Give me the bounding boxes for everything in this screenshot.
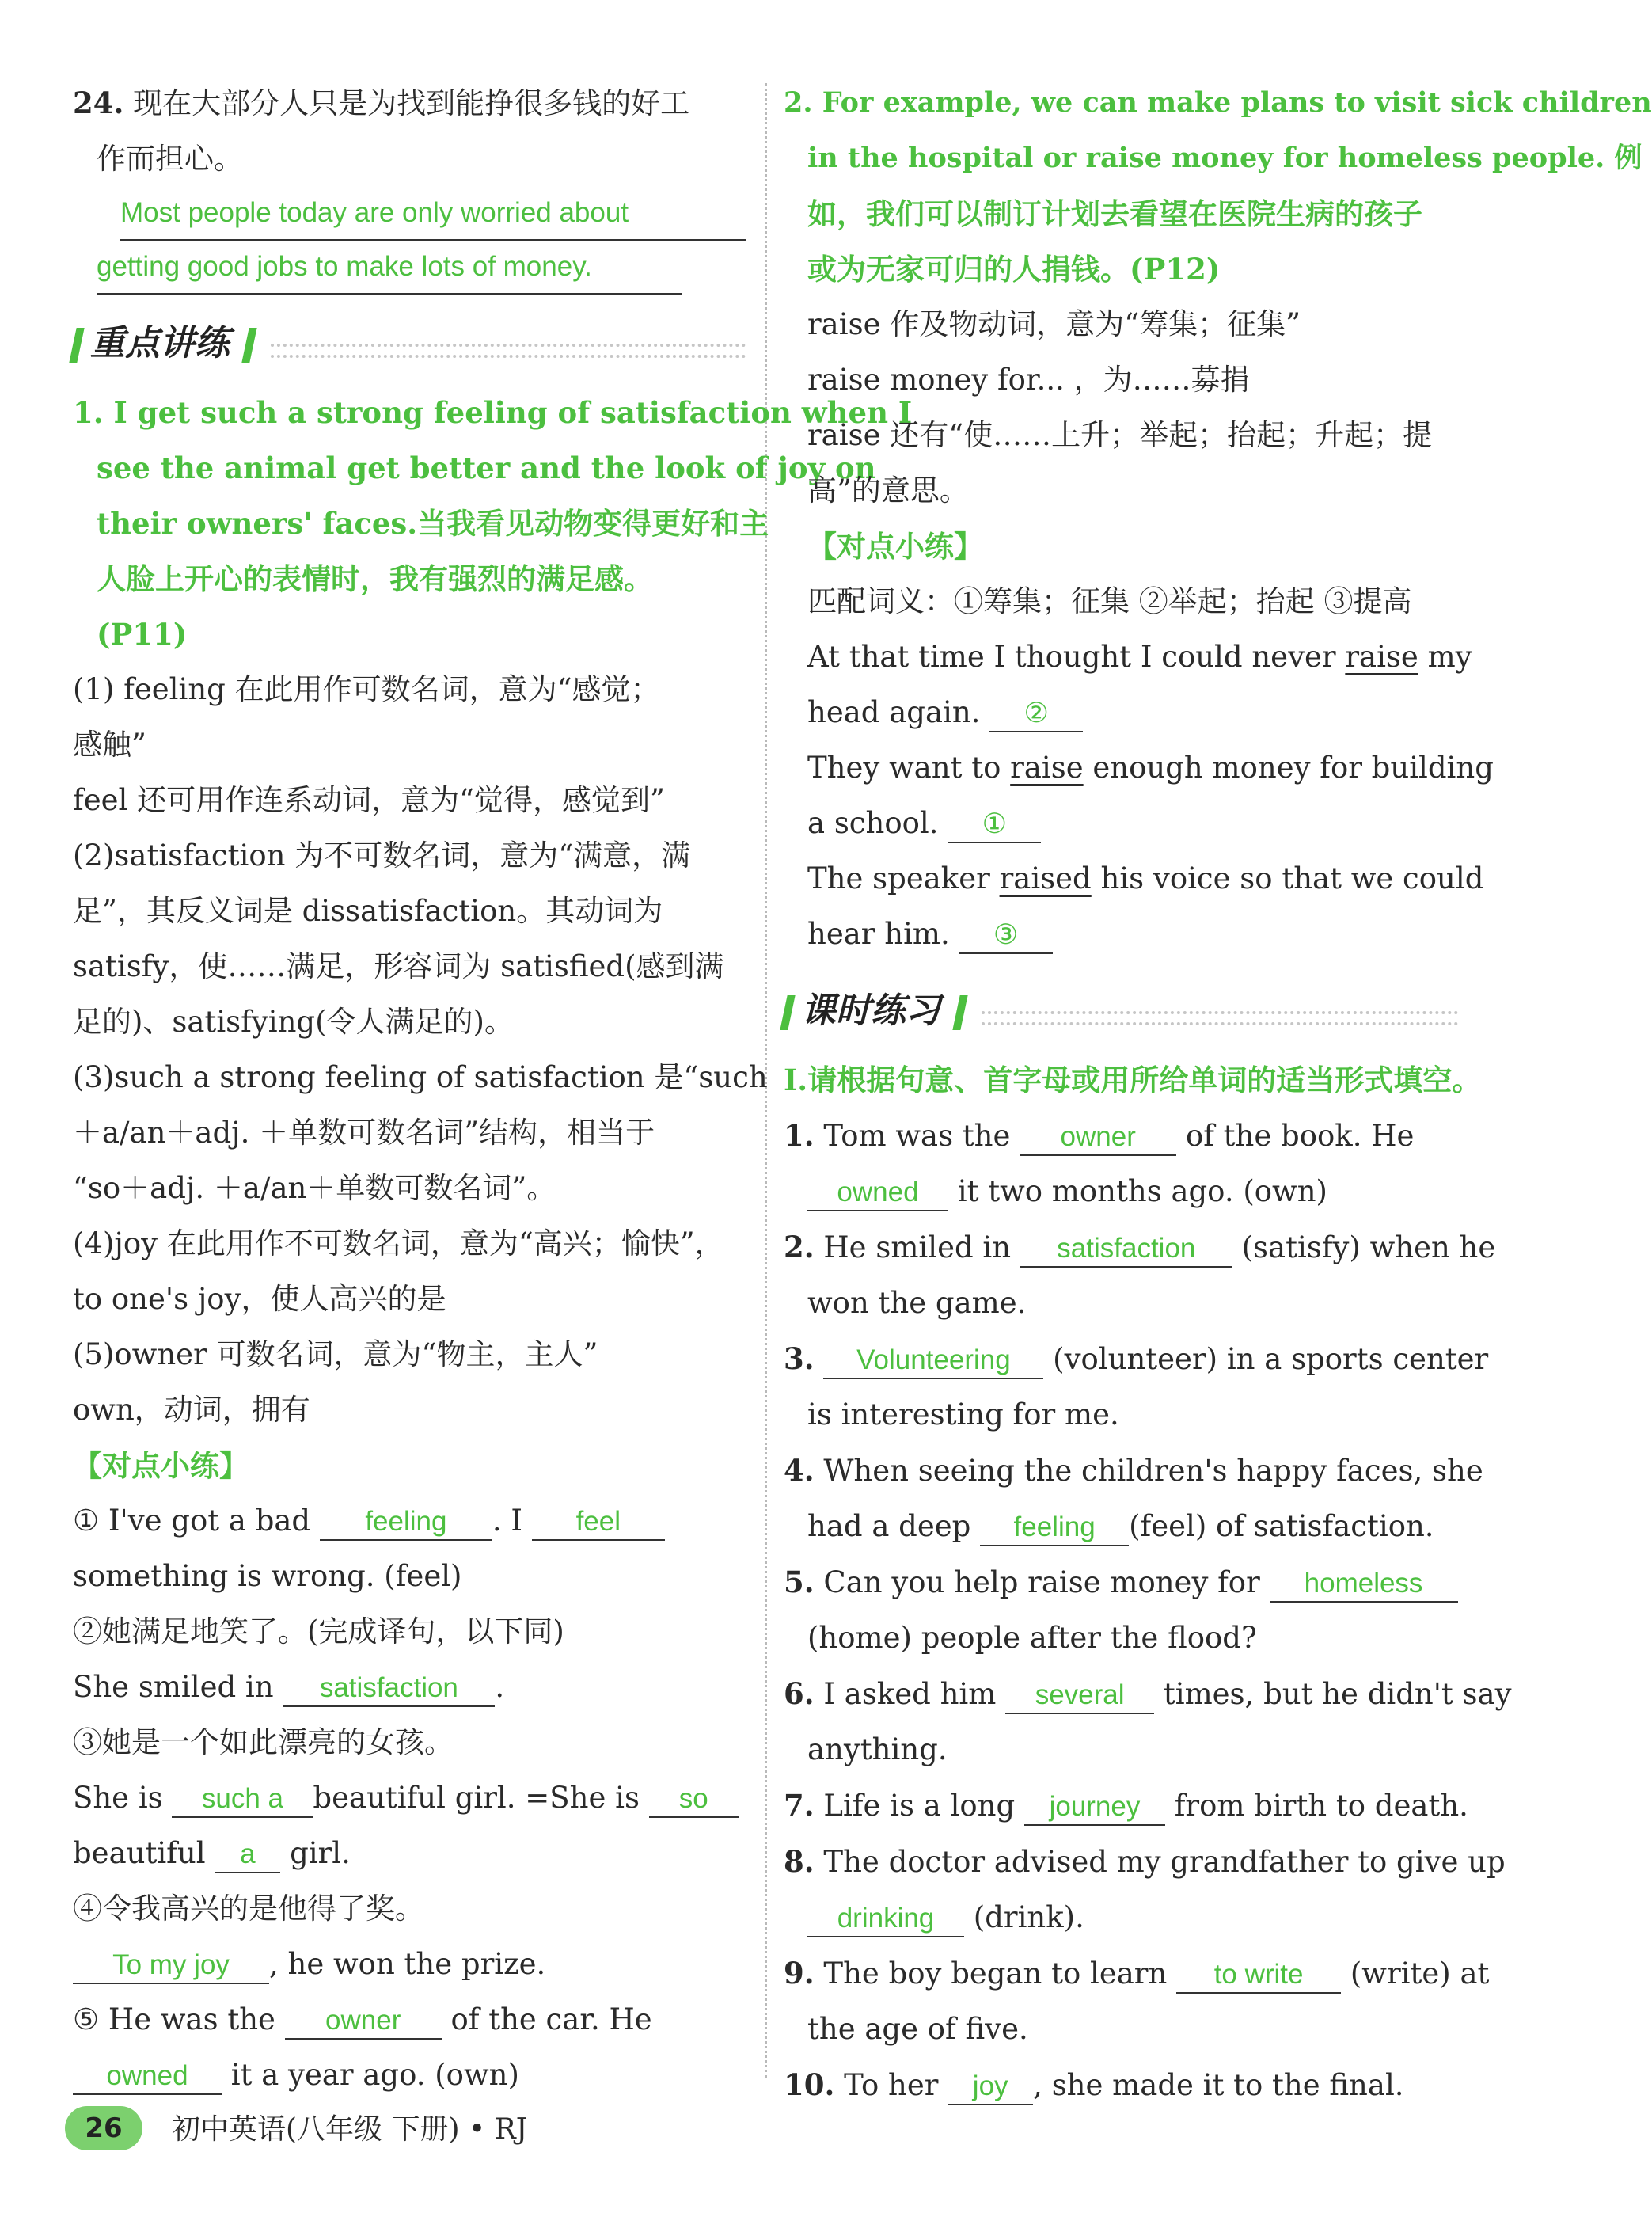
q24-answer-line1: Most people today are only worried about [120,187,746,241]
right-column [784,75,1652,2113]
ex2-text2: . [495,1670,505,1704]
note-line: satisfy，使……满足，形容词为 satisfied(感到满 [73,949,724,983]
q7-answer: journey [1024,1789,1165,1826]
point1-line1 [73,385,913,440]
point1-ref: (P11) [97,617,188,652]
note-line: raise 作及物动词，意为“筹集；征集” [807,307,1301,341]
q6-text: I asked him [823,1677,997,1711]
point2-line2 [784,131,1643,186]
q10-text2: , she made it to the final. [1033,2068,1404,2102]
point1-en2: see the animal get better and the look of joy on [97,451,876,485]
ex3-answer1: such a [172,1781,313,1818]
m3-text: The speaker [807,861,990,895]
q8-line2 [784,1890,1458,1945]
ex5-line2 [73,2048,746,2103]
point2-cn3: 如，我们可以制订计划去看望在医院生病的孩子 [807,196,1422,231]
q10-number: 10. [784,2067,835,2102]
ex3-text: She is [73,1781,163,1815]
note-line: “so＋adj. ＋a/an＋单数可数名词”。 [73,1171,556,1205]
m1-answer: ② [989,696,1083,732]
q5-number: 5. [784,1565,815,1599]
note-line: 感触” [73,728,146,762]
section-title: 课时练习 [801,991,940,1031]
q7-text2: from birth to death. [1174,1789,1468,1823]
q3-number: 3. [784,1341,815,1376]
q24-text: 现在大部分人只是为找到能挣很多钱的好工 [133,86,690,120]
q8-text: The doctor advised my grandfather to give up [823,1845,1506,1879]
q4-number: 4. [784,1453,815,1488]
q8-number: 8. [784,1844,815,1879]
m1-line2 [784,685,1458,740]
ex1-answer2: feel [532,1504,665,1541]
ex5-answer2: owned [73,2059,222,2095]
q4-text3: (feel) of satisfaction. [1129,1509,1434,1543]
note-line: 高”的意思。 [807,473,969,508]
q24-number: 24. [73,86,124,120]
ex5-text: ⑤ He was the [73,2002,275,2036]
point1-line3 [73,496,769,551]
ex4-answer: To my joy [73,1948,269,1984]
ex5-line1 [73,1992,746,2048]
q3-text: (volunteer) in a sports center [1053,1342,1489,1376]
q4-answer: feeling [980,1510,1129,1546]
q4-text: When seeing the children's happy faces, she [823,1454,1483,1488]
note-line: (2)satisfaction 为不可数名词，意为“满意，满 [73,838,691,873]
ex3-text4: girl. [290,1836,351,1870]
ex4-line [73,1937,746,1992]
m1-text3: head again. [807,695,981,729]
ex5-text2: of the car. He [450,2002,652,2036]
m1-keyword: raise [1345,640,1418,674]
q1-line1 [784,1108,1458,1164]
q5-line1 [784,1554,1458,1610]
section-dots [982,1011,1458,1025]
q4-line2 [784,1499,1458,1554]
m3-text2: his voice so that we could [1100,861,1484,895]
ex5-text3: it a year ago. (own) [230,2058,519,2092]
q1-number: 1. [784,1118,815,1153]
ex2-line [73,1660,746,1715]
m3-text3: hear him. [807,917,950,951]
q1-answer1: owner [1020,1120,1176,1156]
q6-text2: times, but he didn't say [1163,1677,1512,1711]
ex3-answer2: so [649,1781,739,1818]
ex1-answer1: feeling [320,1504,492,1541]
note-line: (5)owner 可数名词，意为“物主，主人” [73,1337,598,1371]
ex4-text: , he won the prize. [269,1947,546,1981]
point1-en1: I get such a strong feeling of satisfaction when I [113,395,913,430]
ex3-text3: beautiful [73,1836,206,1870]
ex1-line2: something is wrong. (feel) [73,1559,462,1593]
q1-answer2: owned [807,1175,948,1211]
m3-line2 [784,907,1458,962]
ex1-text2: . I [492,1504,523,1538]
q24-text-cont: 作而担心。 [97,142,243,176]
q8-text2: (drink). [973,1900,1084,1934]
ex3-line2 [73,1826,746,1881]
ex3-prompt: ③她是一个如此漂亮的女孩。 [73,1725,454,1759]
m1-text: At that time I thought I could never [807,640,1336,674]
point1-number: 1. [73,395,104,430]
q3-line2: is interesting for me. [807,1397,1119,1432]
point1-cn3: 当我看见动物变得更好和主 [417,506,769,541]
ex3-text2: beautiful girl. =She is [313,1781,640,1815]
q9-number: 9. [784,1956,815,1991]
m1-text2: my [1427,640,1472,674]
note-line: 足”，其反义词是 dissatisfaction。其动词为 [73,894,663,928]
practice-tag: 【对点小练】 [73,1448,249,1483]
note-line: to one's joy，使人高兴的是 [73,1282,446,1316]
section-header-lesson-practice [784,976,1458,1048]
match-instructions: 匹配词义：①筹集；征集 ②举起；抬起 ③提高 [807,584,1412,618]
point2-cn4: 或为无家可归的人捐钱。 [807,252,1130,287]
q6-number: 6. [784,1676,815,1711]
q9-line1 [784,1945,1490,2002]
q2-text: He smiled in [823,1230,1012,1264]
m2-text: They want to [807,751,1001,785]
q4-text2: had a deep [807,1509,971,1543]
q9-text2: (write) at [1350,1956,1490,1991]
section-bar-right [952,995,967,1030]
q2-answer: satisfaction [1020,1231,1232,1268]
note-line: 足的)、satisfying(令人满足的)。 [73,1005,514,1039]
q6-line2: anything. [807,1732,948,1766]
q2-line2: won the game. [807,1286,1027,1320]
point2-line1 [784,75,1652,131]
note-line: (4)joy 在此用作不可数名词，意为“高兴；愉快”， [73,1226,724,1260]
point1-cn4: 人脸上开心的表情时，我有强烈的满足感。 [97,561,653,596]
q6-line1 [784,1666,1512,1722]
ex2-text: She smiled in [73,1670,274,1704]
q2-number: 2. [784,1230,815,1264]
section-dots [271,344,746,358]
m3-line1 [784,851,1484,907]
section-bar-left [780,995,795,1030]
point2-en2: in the hospital or raise money for homeless people. [807,142,1605,174]
q2-line1 [784,1219,1496,1276]
q3-answer: Volunteering [823,1343,1043,1379]
note-line: raise money for... ，为……募捐 [807,363,1250,397]
q5-line2: (home) people after the flood? [807,1621,1257,1655]
m2-line1 [784,740,1494,796]
m2-answer: ① [948,807,1041,843]
q24-answer-line2: getting good jobs to make lots of money. [97,241,682,295]
point1-notes [73,662,768,1438]
m2-line2 [784,796,1458,851]
point2-cn2: 例 [1614,142,1643,174]
q9-text: The boy began to learn [823,1956,1168,1991]
section-bar-right [241,328,256,363]
q8-answer: drinking [807,1901,964,1937]
ex2-prompt: ②她满足地笑了。(完成译句，以下同) [73,1614,564,1648]
part-instructions: Ⅰ.请根据句意、首字母或用所给单词的适当形式填空。 [784,1063,1482,1097]
q7-line [784,1778,1468,1834]
q6-answer: several [1005,1678,1154,1714]
q1-text3: it two months ago. (own) [957,1174,1327,1208]
note-line: (3)such a strong feeling of satisfaction 是“such [73,1060,768,1094]
m2-keyword: raise [1010,751,1084,785]
section-title: 重点讲练 [90,323,230,363]
point2-line4 [784,241,1458,297]
q7-text: Life is a long [823,1789,1016,1823]
practice-tag: 【对点小练】 [807,529,983,564]
m2-text2: enough money for building [1092,751,1494,785]
q10-text: To her [844,2068,939,2102]
q5-answer: homeless [1270,1566,1458,1603]
note-line: feel 还可用作连系动词，意为“觉得，感觉到” [73,783,665,817]
point2-ref: (P12) [1130,252,1221,287]
q10-line [784,2057,1458,2113]
ex5-answer1: owner [285,2003,442,2040]
q10-answer: joy [948,2069,1033,2105]
q5-text: Can you help raise money for [823,1565,1260,1599]
point2-en1: For example, we can make plans to visit sick children [822,86,1652,119]
m3-answer: ③ [959,918,1053,954]
q4-line1 [784,1443,1483,1499]
q9-answer: to write [1176,1957,1341,1994]
q9-line2: the age of five. [807,2012,1028,2046]
q1-line2 [784,1164,1458,1219]
ex3-line1 [73,1770,746,1826]
note-line: (1) feeling 在此用作可数名词，意为“感觉； [73,672,660,706]
q1-text2: of the book. He [1185,1119,1415,1153]
note-line: ＋a/an＋adj. ＋单数可数名词”结构，相当于 [73,1116,655,1150]
q1-text: Tom was the [823,1119,1011,1153]
q24-line [73,75,746,131]
ex4-prompt: ④令我高兴的是他得了奖。 [73,1892,424,1926]
note-line: own，动词，拥有 [73,1393,310,1427]
ex1-line1 [73,1493,746,1549]
point1-en3: their owners' faces. [97,506,418,541]
m3-keyword: raised [999,861,1092,895]
q8-line1 [784,1834,1506,1890]
section-header-key-points [73,309,746,380]
q3-line1 [784,1331,1489,1387]
point2-number: 2. [784,86,813,119]
page-number: 26 [65,2106,142,2150]
book-title: 初中英语(八年级 下册) • RJ [172,2113,528,2146]
ex2-answer: satisfaction [283,1671,495,1707]
section-bar-left [69,328,84,363]
ex1-text: ① I've got a bad [73,1504,311,1538]
m1-line1 [784,629,1472,685]
note-line: raise 还有“使……上升；举起；抬起；升起；提 [807,418,1433,452]
q2-text2: (satisfy) when he [1241,1230,1496,1264]
ex3-answer3: a [215,1837,280,1873]
m2-text3: a school. [807,806,939,840]
q7-number: 7. [784,1788,815,1823]
